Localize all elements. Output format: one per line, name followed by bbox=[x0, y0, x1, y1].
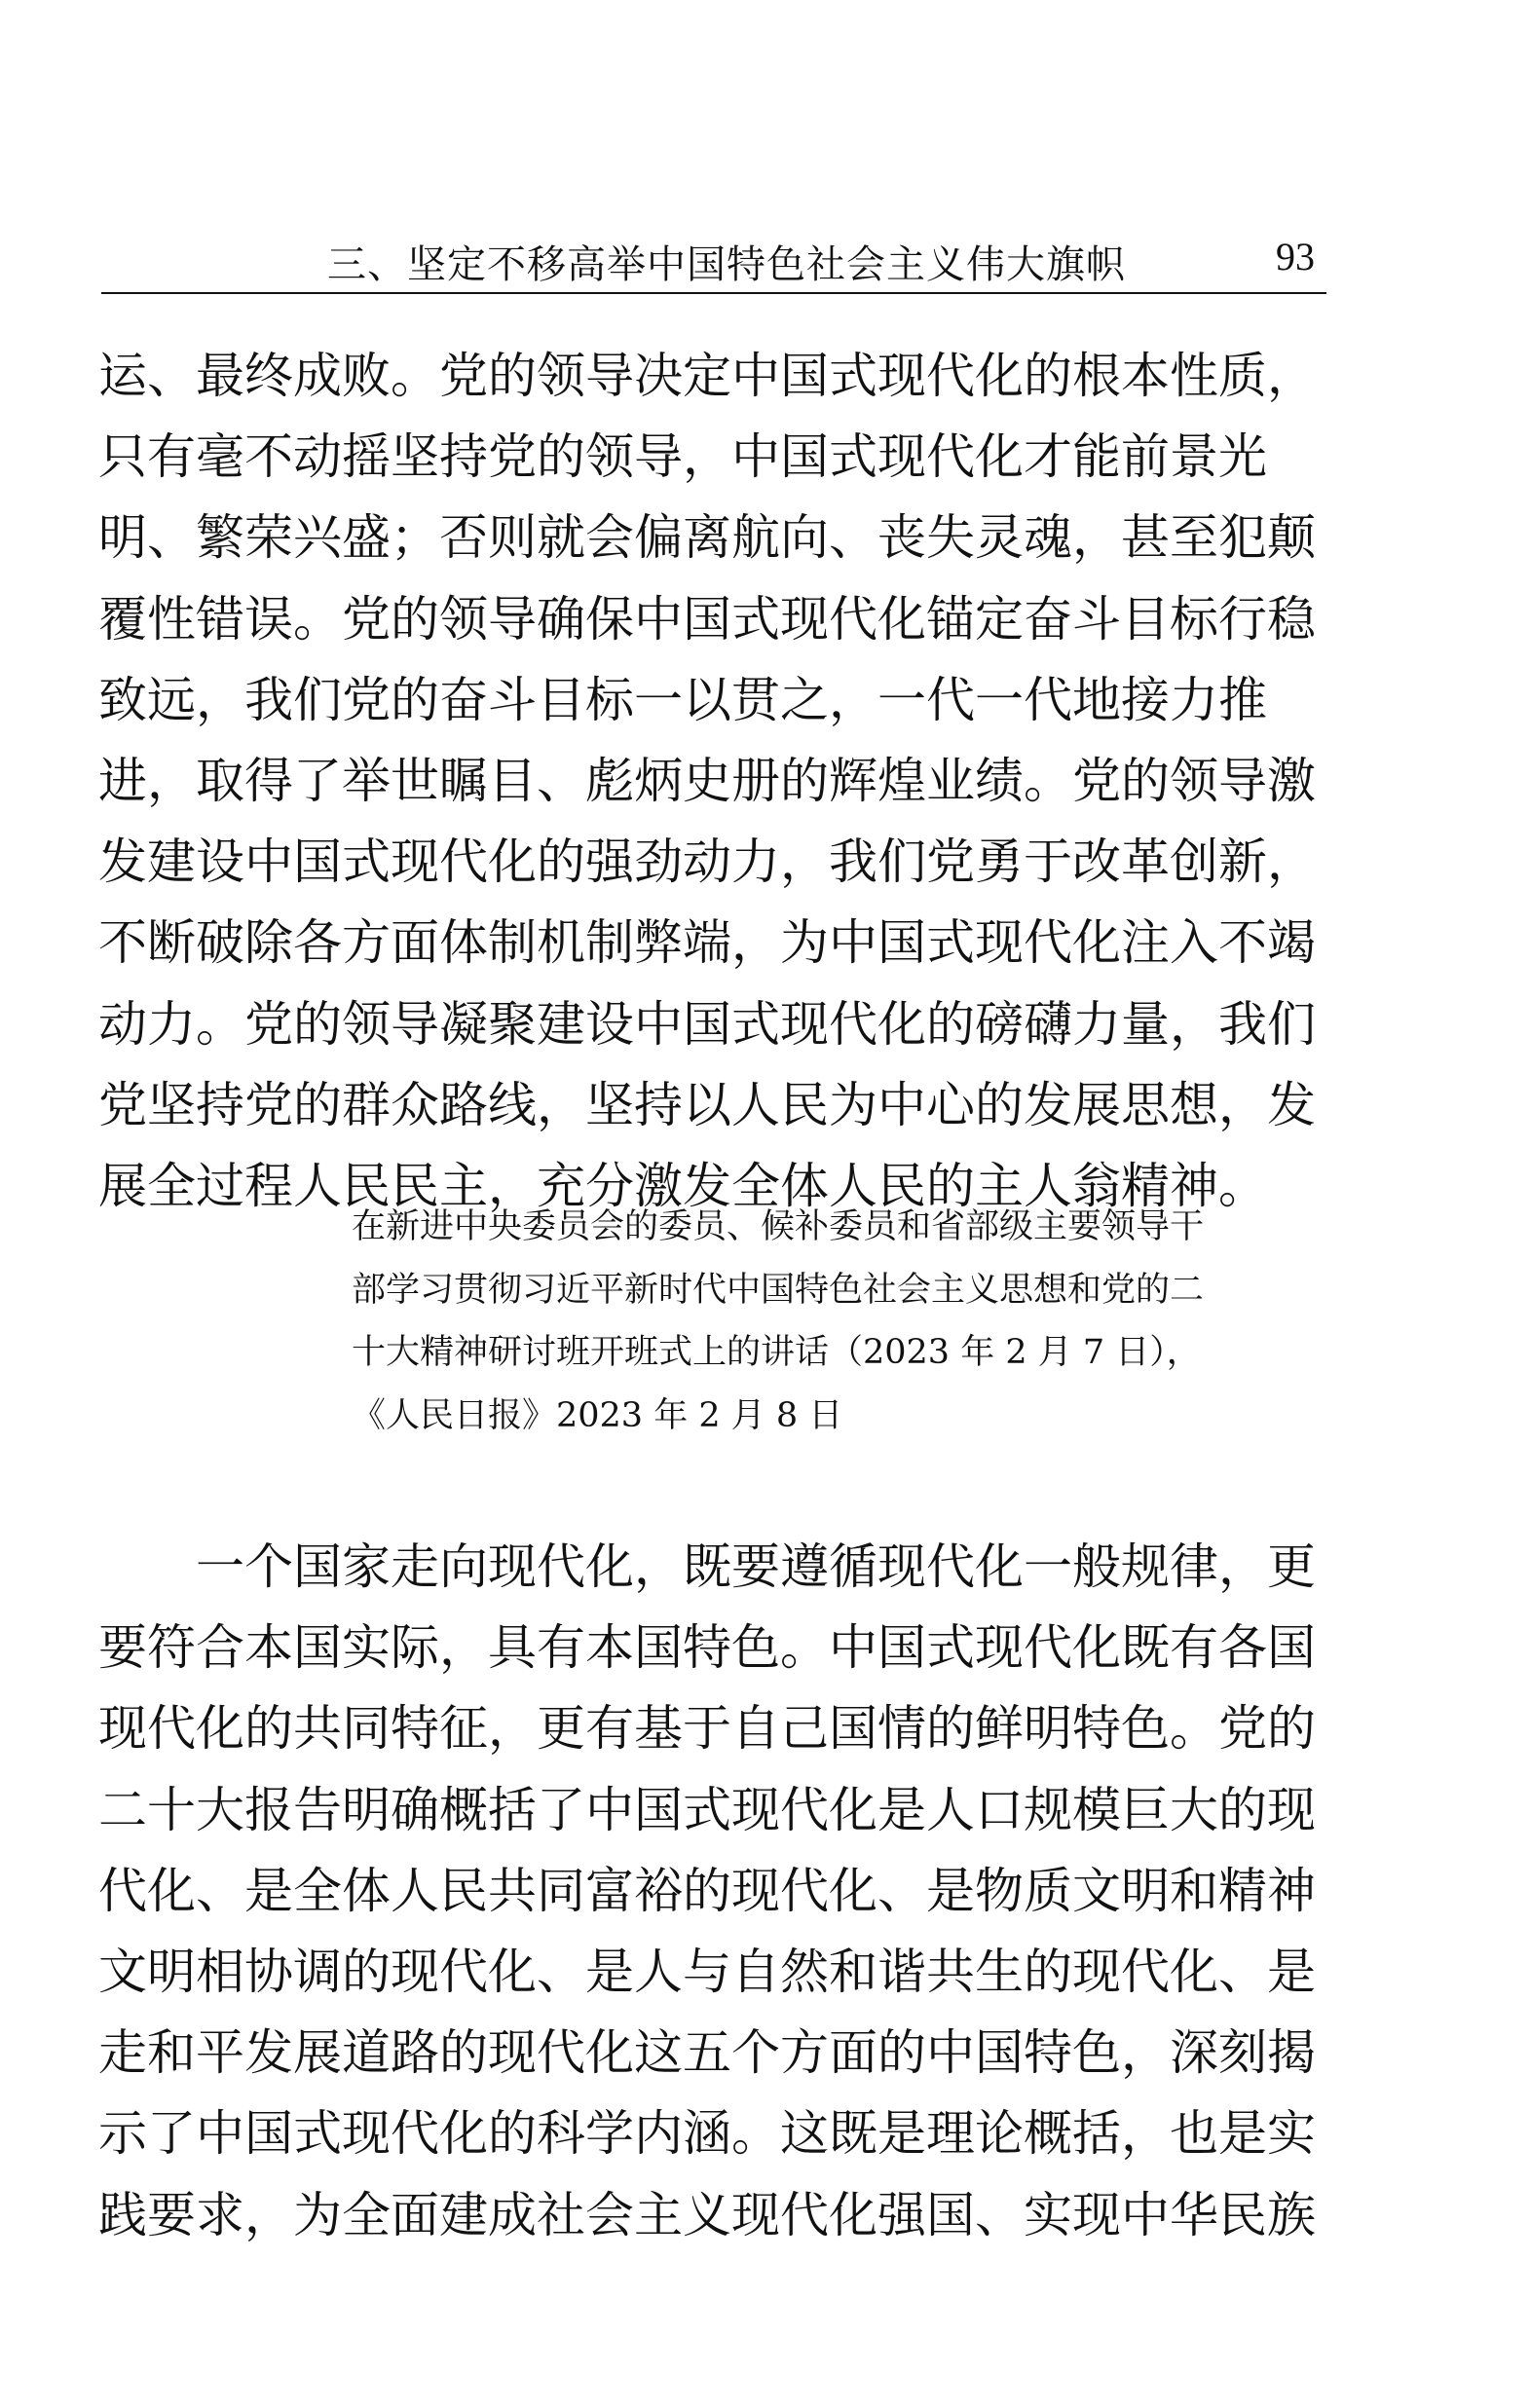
citation-line: 十大精神研讨班开班式上的讲话（2023 年 2 月 7 日）， bbox=[352, 1333, 1201, 1372]
paragraph-line: 二十大报告明确概括了中国式现代化是人口规模巨大的现 bbox=[98, 1781, 1316, 1838]
paragraph-line: 代化、是全体人民共同富裕的现代化、是物质文明和精神 bbox=[98, 1862, 1316, 1919]
paragraph-line: 示了中国式现代化的科学内涵。这既是理论概括，也是实 bbox=[98, 2105, 1316, 2163]
citation-line: 《人民日报》2023 年 2 月 8 日 bbox=[352, 1395, 843, 1435]
source-citation bbox=[352, 1196, 1204, 1447]
chapter-title: 三、坚定不移高举中国特色社会主义伟大旗帜 bbox=[327, 242, 1126, 287]
paragraph-line: 覆性错误。党的领导确保中国式现代化锚定奋斗目标行稳 bbox=[98, 590, 1316, 648]
paragraph-line: 现代化的共同特征，更有基于自己国情的鲜明特色。党的 bbox=[98, 1700, 1316, 1758]
paragraph-line: 要符合本国实际，具有本国特色。中国式现代化既有各国 bbox=[98, 1619, 1316, 1677]
paragraph-line: 明、繁荣兴盛；否则就会偏离航向、丧失灵魂，甚至犯颠 bbox=[98, 509, 1316, 567]
page-number: 93 bbox=[1276, 235, 1315, 278]
paragraph-line: 运、最终成败。党的领导决定中国式现代化的根本性质， bbox=[98, 348, 1316, 404]
citation-line: 在新进中央委员会的委员、候补委员和省部级主要领导干 bbox=[352, 1207, 1205, 1246]
paragraph-line: 展全过程人民民主，充分激发全体人民的主人翁精神。 bbox=[98, 1157, 1267, 1214]
body-paragraph-1 bbox=[98, 336, 1316, 1227]
paragraph-line: 致远，我们党的奋斗目标一以贯之，一代一代地接力推 bbox=[98, 671, 1267, 728]
paragraph-line: 走和平发展道路的现代化这五个方面的中国特色，深刻揭 bbox=[98, 2024, 1316, 2082]
paragraph-line: 发建设中国式现代化的强劲动力，我们党勇于改革创新， bbox=[98, 834, 1316, 891]
paragraph-line: 一个国家走向现代化，既要遵循现代化一般规律，更 bbox=[98, 1538, 1316, 1595]
paragraph-line: 践要求，为全面建成社会主义现代化强国、实现中华民族 bbox=[98, 2186, 1316, 2243]
citation-line: 部学习贯彻习近平新时代中国特色社会主义思想和党的二 bbox=[352, 1270, 1205, 1310]
body-paragraph-2 bbox=[98, 1527, 1316, 2256]
paragraph-line: 文明相协调的现代化、是人与自然和谐共生的现代化、是 bbox=[98, 1943, 1316, 2000]
paragraph-line: 进，取得了举世瞩目、彪炳史册的辉煌业绩。党的领导激 bbox=[98, 752, 1316, 809]
running-header bbox=[101, 226, 1326, 294]
paragraph-line: 动力。党的领导凝聚建设中国式现代化的磅礴力量，我们 bbox=[98, 995, 1316, 1053]
paragraph-line: 党坚持党的群众路线，坚持以人民为中心的发展思想，发 bbox=[98, 1076, 1316, 1133]
paragraph-line: 不断破除各方面体制机制弊端，为中国式现代化注入不竭 bbox=[98, 914, 1316, 972]
paragraph-line: 只有毫不动摇坚持党的领导，中国式现代化才能前景光 bbox=[98, 428, 1267, 486]
